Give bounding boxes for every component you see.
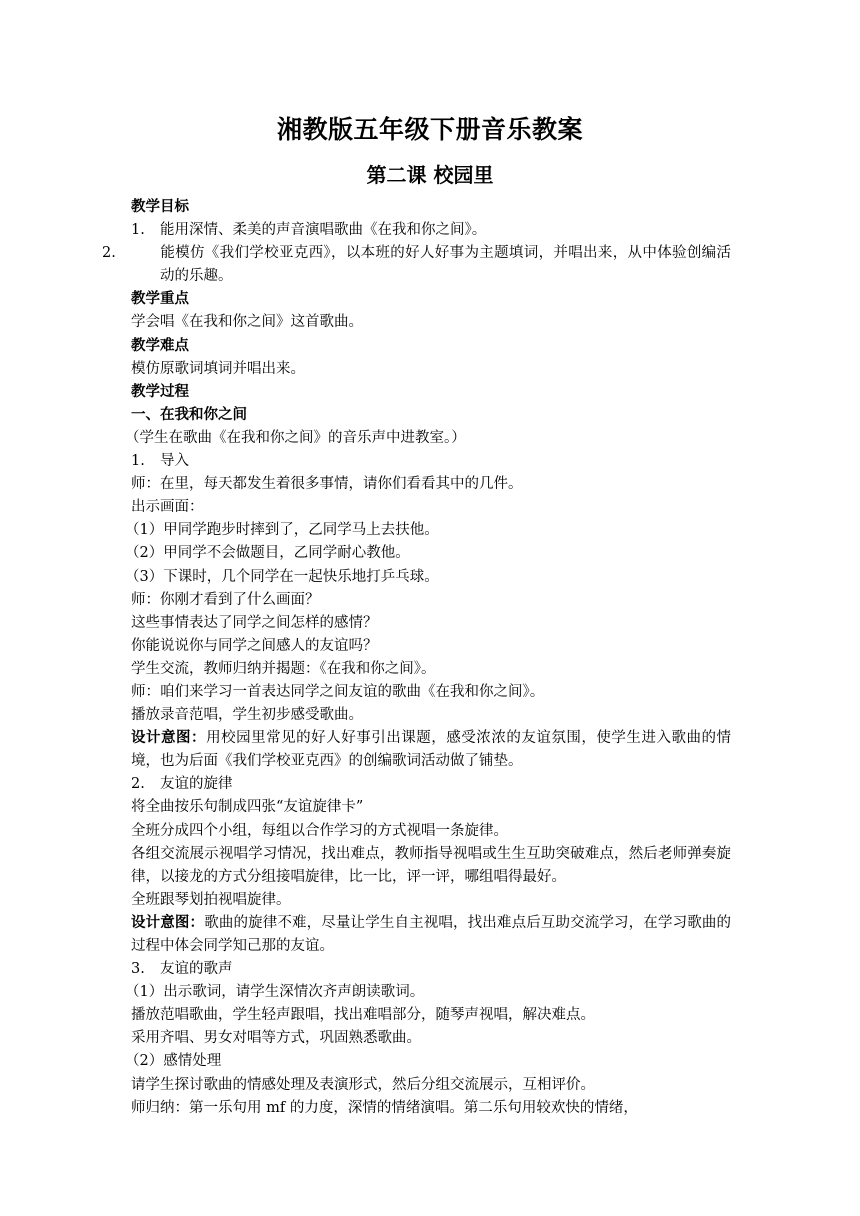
difficulty-text: 模仿原歌词填词并唱出来。 [131,360,305,377]
paragraph-line: 播放录音范唱，学生初步感受歌曲。 [131,707,363,724]
paragraph-line: （2）甲同学不会做题目，乙同学耐心教他。 [125,545,410,562]
document-body [102,196,732,1120]
key-heading: 教学重点 [131,291,189,308]
lesson-subtitle: 第二课 校园里 [366,163,494,187]
paragraph-line: 播放范唱歌曲，学生轻声跟唱，找出难唱部分，随琴声视唱，解决难点。 [131,1007,595,1024]
step-heading: 2. 友谊的旋律 [131,776,233,793]
process-heading: 教学过程 [131,383,189,400]
paragraph-line: 全班跟琴划拍视唱旋律。 [131,891,291,908]
paragraph-line: 出示画面： [131,499,204,516]
objective-item: 2. 能模仿《我们学校亚克西》，以本班的好人好事为主题填词，并唱出来，从中体验创编活动的乐趣。 [102,245,731,285]
paragraph-line: 师：咱们来学习一首表达同学之间友谊的歌曲《在我和你之间》。 [131,683,545,700]
paragraph-line: 全班分成四个小组，每组以合作学习的方式视唱一条旋律。 [131,822,508,839]
paragraph-line: （1）甲同学跑步时摔到了，乙同学马上去扶他。 [125,522,439,539]
paragraph-line: 师：你刚才看到了什么画面？ [131,591,320,608]
design-intent-label: 设计意图： [131,730,207,747]
paragraph-line: 采用齐唱、男女对唱等方式，巩固熟悉歌曲。 [131,1030,421,1047]
paragraph: 各组交流展示视唱学习情况，找出难点，教师指导视唱或生生互助突破难点，然后老师弹奏旋律，以接龙的方式分组接唱旋律，比一比，评一评，哪组唱得最好。 [131,845,731,885]
difficulty-heading: 教学难点 [131,337,189,354]
intro-note: （学生在歌曲《在我和你之间》的音乐声中进教室。） [125,429,466,446]
paragraph-line: 学生交流，教师归纳并揭题：《在我和你之间》。 [131,660,436,677]
paragraph-line: 你能说说你与同学之间感人的友谊吗？ [131,637,378,654]
design-intent: 设计意图：用校园里常见的好人好事引出课题，感受浓浓的友谊氛围，使学生进入歌曲的情境，也为后面《我们学校亚克西》的创编歌词活动做了铺垫。 [131,730,732,770]
objective-item: 1. 能用深情、柔美的声音演唱歌曲《在我和你之间》。 [131,222,487,239]
step-heading: 3. 友谊的歌声 [131,961,233,978]
design-intent-label: 设计意图： [131,914,205,931]
paragraph-line: （1）出示歌词，请学生深情次齐声朗读歌词。 [125,984,425,1001]
paragraph-line: 这些事情表达了同学之间怎样的感情？ [131,614,378,631]
document-title: 湘教版五年级下册音乐教案 [276,115,583,144]
step-heading: 1. 导入 [131,453,189,470]
key-text: 学会唱《在我和你之间》这首歌曲。 [131,314,363,331]
paragraph-line: 师：在里，每天都发生着很多事情，请你们看看其中的几件。 [131,476,523,493]
paragraph-line: （3）下课时，几个同学在一起快乐地打乒乓球。 [125,568,439,585]
objectives-heading: 教学目标 [131,199,189,215]
design-intent: 设计意图：歌曲的旋律不难，尽量让学生自主视唱，找出难点后互助交流学习，在学习歌曲的过程中体会同学知己那的友谊。 [131,914,731,954]
paragraph-line: （2）感情处理 [125,1053,222,1070]
paragraph-line: 师归纳：第一乐句用 mf 的力度，深情的情绪演唱。第二乐句用较欢快的情绪， [131,1099,638,1116]
paragraph-line: 请学生探讨歌曲的情感处理及表演形式，然后分组交流展示，互相评价。 [131,1076,595,1093]
paragraph-line: 将全曲按乐句制成四张“友谊旋律卡” [131,799,364,816]
section-heading: 一、在我和你之间 [131,406,247,423]
